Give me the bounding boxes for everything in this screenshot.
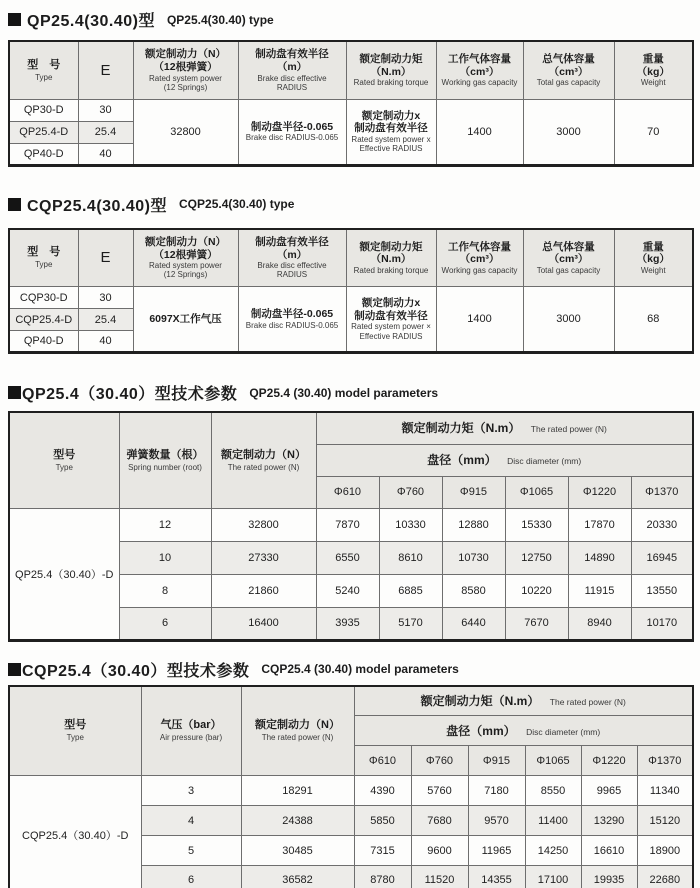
table-row [9, 508, 693, 541]
cell-torque: 22680 [637, 866, 693, 888]
cqp-spec-table [8, 228, 694, 355]
cell-rated-force: 32800 [133, 99, 238, 165]
qp-parameters-table [8, 411, 694, 642]
en-label: Brake disc RADIUS-0.065 [245, 320, 339, 330]
zh-label: 额定制动力（N） [255, 719, 340, 732]
zh-label: （12根弹簧） [153, 248, 218, 261]
cell-model: CQP25.4（30.40）-D [9, 776, 141, 888]
cell-torque: 7680 [411, 806, 468, 836]
cell-model: QP40-D [9, 143, 78, 165]
col-type-header [9, 686, 141, 776]
phi-610-header: Φ610 [316, 476, 379, 508]
zh-label: 制动盘有效半径 [255, 235, 329, 248]
cell-model: QP25.4（30.40）-D [9, 508, 119, 640]
section-title-cqp-parameters [8, 658, 692, 681]
zh-label: （cm³） [459, 65, 500, 78]
title-en: QP25.4(30.40) type [166, 12, 274, 27]
title-en: CQP25.4(30.40) type [179, 197, 295, 211]
cell-torque: 7180 [468, 776, 525, 806]
zh-label: 型号 [53, 448, 76, 461]
zh-label: （N.m） [370, 65, 412, 78]
cell-torque: 17870 [568, 508, 631, 541]
cell-torque: 20330 [631, 508, 693, 541]
en-label: (12 Springs) [163, 270, 208, 280]
cell-model: QP25.4-D [9, 121, 78, 143]
disc-diameter-header [354, 716, 693, 746]
zh-label: （cm³） [548, 65, 589, 78]
cell-torque: 7315 [354, 836, 411, 866]
zh-label: 盘径（mm） [427, 453, 497, 467]
zh-label: 总气体容量 [542, 240, 595, 253]
zh-label: 额定制动力矩（N.m） [420, 693, 540, 708]
header-row [9, 41, 693, 99]
cell-torque: 11965 [468, 836, 525, 866]
title-en: QP25.4 (30.40) model parameters [249, 385, 439, 400]
header-row [9, 686, 693, 716]
cell-torque: 7670 [505, 607, 568, 640]
cqp-parameters-table [8, 685, 694, 888]
en-label: Disc diameter (mm) [526, 726, 601, 737]
zh-label: 额定制动力（N） [221, 448, 306, 461]
zh-label: （m） [276, 61, 308, 74]
cell-weight: 68 [614, 287, 693, 353]
cell-torque: 10220 [505, 574, 568, 607]
zh-label: （cm³） [459, 253, 500, 266]
table-row [9, 776, 693, 806]
cell-model: QP30-D [9, 99, 78, 121]
col-radius-header [238, 229, 346, 287]
en-label: Type [35, 260, 53, 270]
en-label: Type [66, 733, 84, 743]
en-label: Brake disc RADIUS-0.065 [245, 133, 339, 143]
torque-group-header [354, 686, 693, 716]
en-label: Type [55, 462, 73, 472]
cell-torque: 11400 [525, 806, 581, 836]
en-label: Air pressure (bar) [159, 733, 223, 743]
cell-radius [238, 99, 346, 165]
en-label: Disc diameter (mm) [507, 456, 582, 466]
cell-torque: 8550 [525, 776, 581, 806]
torque-group-header [316, 412, 693, 444]
zh-label: （kg） [636, 65, 670, 78]
zh-label: （N.m） [370, 253, 412, 266]
cell-torque: 11520 [411, 866, 468, 888]
en-label: The rated power (N) [530, 424, 607, 435]
bullet-square-icon [8, 13, 21, 26]
cell-torque: 7870 [316, 508, 379, 541]
col-total-gas-header [523, 41, 614, 99]
phi-760-header: Φ760 [411, 746, 468, 776]
zh-label: （12根弹簧） [153, 61, 218, 74]
disc-diameter-header [316, 444, 693, 476]
cell-rated-force: 21860 [211, 574, 316, 607]
en-label: The rated power (N) [227, 462, 300, 472]
en-label: Total gas capacity [536, 265, 601, 275]
col-working-gas-header [436, 229, 523, 287]
cell-rated-force: 30485 [241, 836, 354, 866]
cell-air-pressure: 3 [141, 776, 241, 806]
cell-torque: 13550 [631, 574, 693, 607]
col-torque-header [346, 229, 436, 287]
section-title-qp-type [8, 8, 692, 31]
cell-torque: 6440 [442, 607, 505, 640]
zh-label: 型号 [64, 719, 87, 732]
en-label: Brake disc effective [257, 73, 327, 83]
col-torque-header [346, 41, 436, 99]
cell-torque: 14355 [468, 866, 525, 888]
cell-torque: 3935 [316, 607, 379, 640]
cell-torque: 15120 [637, 806, 693, 836]
cell-air-pressure: 5 [141, 836, 241, 866]
cell-torque: 14250 [525, 836, 581, 866]
phi-1370-header: Φ1370 [631, 476, 693, 508]
cell-torque: 13290 [581, 806, 637, 836]
en-label: Rated system power × [351, 322, 431, 332]
zh-label: 制动盘有效半径 [354, 309, 428, 322]
zh-label: 制动盘半径-0.065 [250, 120, 334, 133]
en-label: Effective RADIUS [359, 144, 423, 154]
header-row [9, 229, 693, 287]
cell-torque [346, 287, 436, 353]
cell-e: 25.4 [78, 309, 133, 331]
cell-torque: 4390 [354, 776, 411, 806]
col-weight-header [614, 41, 693, 99]
en-label: Weight [640, 265, 666, 275]
cell-e: 30 [78, 99, 133, 121]
phi-1220-header: Φ1220 [581, 746, 637, 776]
phi-610-header: Φ610 [354, 746, 411, 776]
en-label: (12 Springs) [163, 82, 208, 92]
cell-model: CQP25.4-D [9, 309, 78, 331]
zh-label: （m） [276, 248, 308, 261]
en-label: Brake disc effective [257, 261, 327, 271]
cell-torque: 17100 [525, 866, 581, 888]
cell-torque: 5240 [316, 574, 379, 607]
qp-spec-table [8, 40, 694, 167]
col-type-header [9, 229, 78, 287]
bullet-square-icon [8, 663, 21, 676]
zh-label: E [100, 249, 111, 267]
col-weight-header [614, 229, 693, 287]
zh-label: 额定制动力矩 [359, 53, 423, 66]
col-type-header [9, 412, 119, 508]
cell-torque: 10730 [442, 541, 505, 574]
en-label: Rated braking torque [353, 78, 429, 88]
section-title-cqp-type [8, 193, 692, 216]
zh-label: 气压（bar） [160, 719, 222, 732]
zh-label: 重量 [642, 53, 664, 66]
cell-torque: 6885 [379, 574, 442, 607]
table-row [9, 287, 693, 309]
cell-working-gas: 1400 [436, 99, 523, 165]
zh-label: 工作气体容量 [448, 53, 511, 66]
cell-torque: 16610 [581, 836, 637, 866]
en-label: Total gas capacity [536, 78, 601, 88]
cell-torque: 8940 [568, 607, 631, 640]
cell-spring-count: 6 [119, 607, 211, 640]
col-rated-force-header [133, 41, 238, 99]
cell-torque: 6550 [316, 541, 379, 574]
phi-1370-header: Φ1370 [637, 746, 693, 776]
cell-rated-force: 32800 [211, 508, 316, 541]
zh-label: 额定制动力矩（N.m） [401, 421, 521, 436]
cell-e: 40 [78, 331, 133, 353]
cell-torque: 12750 [505, 541, 568, 574]
cell-torque: 5170 [379, 607, 442, 640]
title-en: CQP25.4 (30.40) model parameters [261, 662, 459, 676]
en-label: Weight [640, 78, 666, 88]
zh-label: 工作气体容量 [448, 240, 511, 253]
phi-760-header: Φ760 [379, 476, 442, 508]
cell-rated-force: 27330 [211, 541, 316, 574]
en-label: Rated system power [149, 261, 222, 271]
en-label: Working gas capacity [441, 265, 518, 275]
col-air-pressure-header [141, 686, 241, 776]
cell-model: QP40-D [9, 331, 78, 353]
en-label: Rated system power x [351, 134, 431, 144]
cell-torque: 16945 [631, 541, 693, 574]
zh-label: 额定制动力x [361, 297, 421, 310]
title-zh: QP25.4（30.40）型技术参数 [22, 386, 238, 403]
cell-torque: 18900 [637, 836, 693, 866]
cell-torque: 10330 [379, 508, 442, 541]
zh-label: （cm³） [548, 253, 589, 266]
col-e-header [78, 41, 133, 99]
table-row [9, 99, 693, 121]
zh-label: E [100, 61, 111, 79]
col-rated-force-header [241, 686, 354, 776]
section-title-qp-parameters [8, 381, 692, 404]
cell-torque: 12880 [442, 508, 505, 541]
phi-1065-header: Φ1065 [505, 476, 568, 508]
cell-total-gas: 3000 [523, 287, 614, 353]
cell-torque: 9570 [468, 806, 525, 836]
zh-label: 型 号 [27, 58, 61, 71]
bullet-square-icon [8, 198, 21, 211]
cell-spring-count: 8 [119, 574, 211, 607]
phi-1065-header: Φ1065 [525, 746, 581, 776]
zh-label: 额定制动力（N） [144, 48, 227, 61]
col-radius-header [238, 41, 346, 99]
cell-radius [238, 287, 346, 353]
cell-e: 40 [78, 143, 133, 165]
col-rated-force-header [133, 229, 238, 287]
cell-air-pressure: 4 [141, 806, 241, 836]
zh-label: 总气体容量 [542, 53, 595, 66]
zh-label: 型 号 [27, 246, 61, 259]
cell-torque: 11915 [568, 574, 631, 607]
phi-1220-header: Φ1220 [568, 476, 631, 508]
col-total-gas-header [523, 229, 614, 287]
cell-torque: 5850 [354, 806, 411, 836]
cell-rated-force: 18291 [241, 776, 354, 806]
en-label: Effective RADIUS [359, 331, 423, 341]
zh-label: 制动盘有效半径 [255, 48, 329, 61]
en-label: RADIUS [276, 82, 308, 92]
cell-rated-force [133, 287, 238, 353]
en-label: The rated power (N) [549, 696, 626, 707]
cell-torque: 5760 [411, 776, 468, 806]
cell-working-gas: 1400 [436, 287, 523, 353]
phi-915-header: Φ915 [442, 476, 505, 508]
en-label: The rated power (N) [261, 733, 334, 743]
en-label: Rated braking torque [353, 265, 429, 275]
cell-torque: 8580 [442, 574, 505, 607]
zh-label: 额定制动力矩 [359, 240, 423, 253]
cell-spring-count: 10 [119, 541, 211, 574]
cell-rated-force: 36582 [241, 866, 354, 888]
cell-weight: 70 [614, 99, 693, 165]
en-label: Spring number (root) [128, 462, 202, 472]
cell-torque: 15330 [505, 508, 568, 541]
zh-label: 额定制动力（N） [144, 235, 227, 248]
cell-air-pressure: 6 [141, 866, 241, 888]
cell-rated-force: 16400 [211, 607, 316, 640]
en-label: Type [35, 72, 53, 82]
en-label: Working gas capacity [441, 78, 518, 88]
zh-label: 制动盘有效半径 [354, 122, 428, 135]
col-e-header [78, 229, 133, 287]
cell-spring-count: 12 [119, 508, 211, 541]
cell-torque: 19935 [581, 866, 637, 888]
cell-torque: 9965 [581, 776, 637, 806]
zh-label: 制动盘半径-0.065 [250, 308, 334, 321]
title-zh: CQP25.4（30.40）型技术参数 [22, 662, 250, 680]
en-label: Rated system power [149, 73, 222, 83]
cell-torque: 14890 [568, 541, 631, 574]
cell-e: 30 [78, 287, 133, 309]
zh-label: 额定制动力x [361, 109, 421, 122]
header-row [9, 412, 693, 444]
title-zh: QP25.4(30.40)型 [27, 13, 155, 30]
phi-915-header: Φ915 [468, 746, 525, 776]
cell-torque: 9600 [411, 836, 468, 866]
cell-total-gas: 3000 [523, 99, 614, 165]
cell-torque: 8610 [379, 541, 442, 574]
cell-model: CQP30-D [9, 287, 78, 309]
zh-label: 弹簧数量（根） [126, 448, 204, 461]
cell-torque: 11340 [637, 776, 693, 806]
cell-torque: 8780 [354, 866, 411, 888]
title-zh: CQP25.4(30.40)型 [27, 197, 168, 215]
col-type-header [9, 41, 78, 99]
cell-torque [346, 99, 436, 165]
bullet-square-icon [8, 386, 21, 399]
zh-label: 重量 [642, 240, 664, 253]
cell-e: 25.4 [78, 121, 133, 143]
en-label: RADIUS [276, 270, 308, 280]
zh-label: （kg） [636, 253, 670, 266]
cell-torque: 10170 [631, 607, 693, 640]
cell-rated-force: 24388 [241, 806, 354, 836]
col-working-gas-header [436, 41, 523, 99]
col-spring-header [119, 412, 211, 508]
col-rated-force-header [211, 412, 316, 508]
zh-label: 盘径（mm） [446, 723, 516, 738]
zh-label: 6097X工作气压 [149, 312, 222, 325]
